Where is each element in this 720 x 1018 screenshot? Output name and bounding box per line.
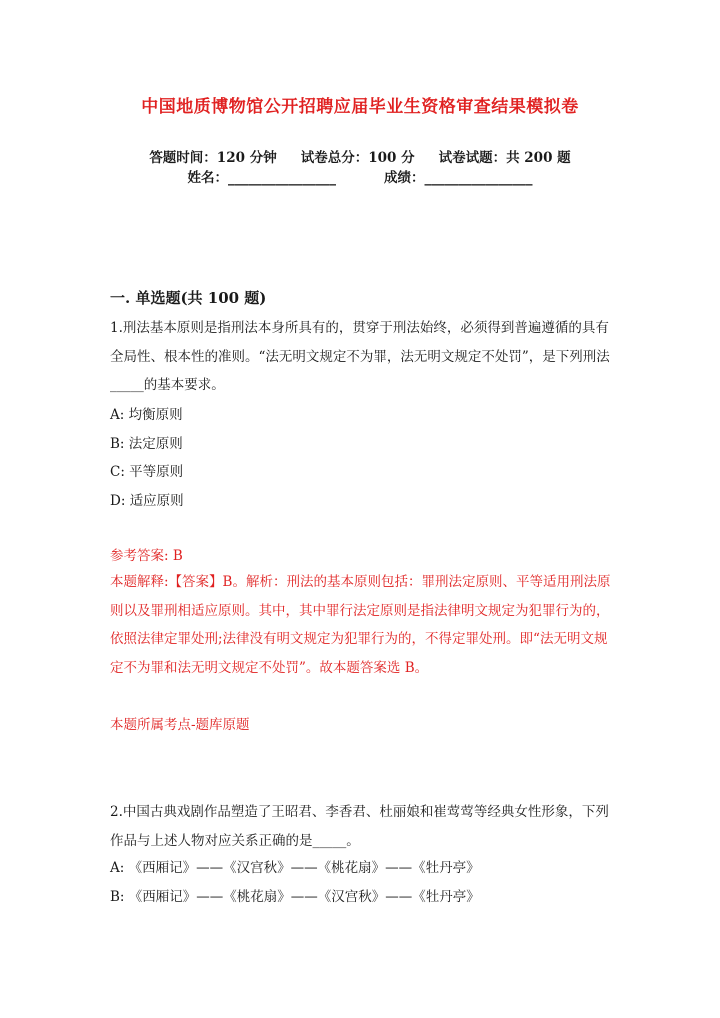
question-1-option-b: B: 法定原则 <box>110 436 183 452</box>
exam-meta-row <box>0 146 720 166</box>
question-1-answer: 参考答案: B <box>110 548 183 564</box>
document-title: 中国地质博物馆公开招聘应届毕业生资格审查结果模拟卷 <box>141 97 579 117</box>
question-2-text: 2.中国古典戏剧作品塑造了王昭君、李香君、杜丽娘和崔莺莺等经典女性形象，下列作品与上述人物对应关系正确的是_____。 <box>110 804 609 849</box>
question-2-option-b: B: 《西厢记》——《桃花扇》——《汉宫秋》——《牡丹亭》 <box>110 889 480 905</box>
question-1-text: 1.刑法基本原则是指刑法本身所具有的，贯穿于刑法始终，必须得到普遍遵循的具有全局性、根本性的准则。“法无明文规定不为罪，法无明文规定不处罚”，是下列刑法_____的基本要求。 <box>110 320 610 393</box>
question-2-option-a: A: 《西厢记》——《汉宫秋》——《桃花扇》——《牡丹亭》 <box>110 860 480 876</box>
question-1-option-d: D: 适应原则 <box>110 493 184 509</box>
candidate-score: 成绩：________________ <box>384 170 533 186</box>
question-1-tag: 本题所属考点-题库原题 <box>110 717 250 733</box>
question-1-explanation: 本题解释:【答案】B。解析：刑法的基本原则包括：罪刑法定原则、平等适用刑法原则以及罪刑相适应原则。其中，其中罪行法定原则是指法律明文规定为犯罪行为的，依照法律定罪处刑;法律没有明文规定为犯罪行为的，不得定罪处刑。即“法无明文规定不为罪和法无明文规定不处罚”。故本题答案选 B。 <box>110 574 611 676</box>
section-title: 一. 单选题(共 100 题) <box>110 289 267 307</box>
question-1-option-a: A: 均衡原则 <box>110 407 183 423</box>
candidate-name: 姓名：________________ <box>187 170 336 186</box>
exam-total-score: 试卷总分：100 分 <box>300 150 415 166</box>
exam-candidate-row <box>0 166 720 186</box>
exam-time: 答题时间：120 分钟 <box>149 150 277 166</box>
question-1-option-c: C: 平等原则 <box>110 464 184 480</box>
exam-question-count: 试卷试题：共 200 题 <box>438 150 571 166</box>
